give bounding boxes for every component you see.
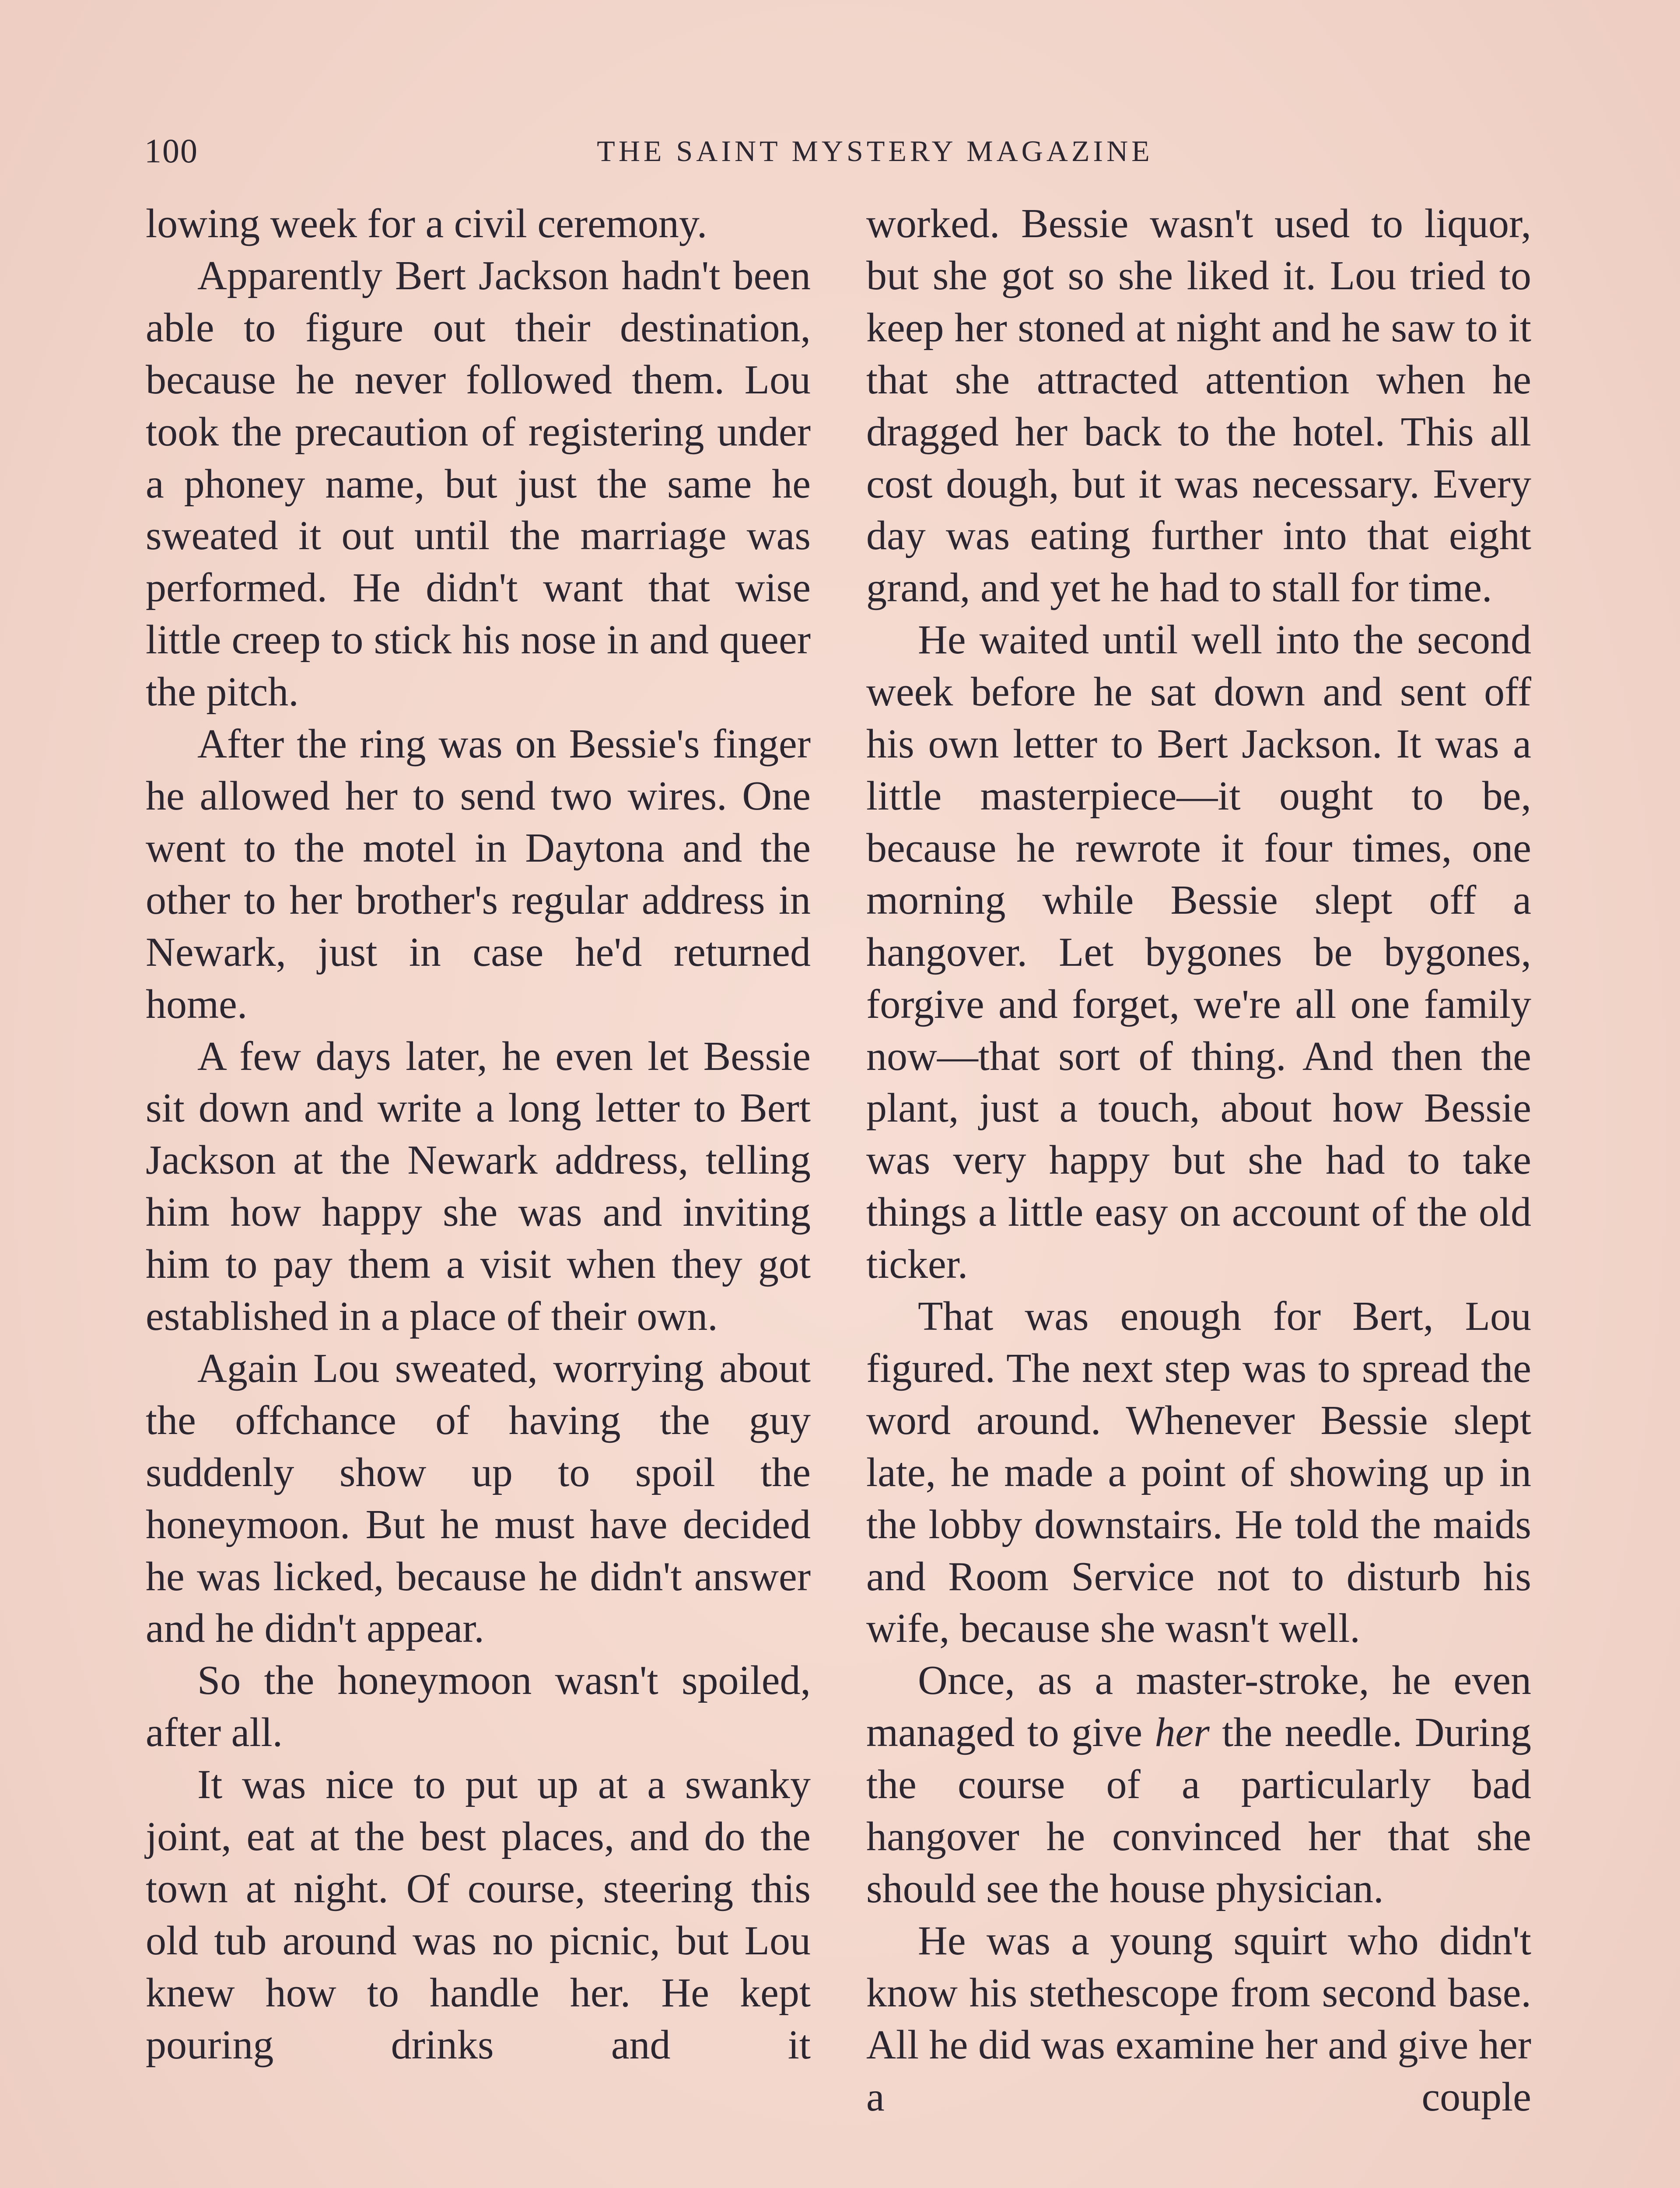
- emphasized-word: her: [1155, 1710, 1210, 1756]
- paragraph: A few days later, he even let Bessie sit down and write a long letter to Bert Jackson at the Newark address, telling him how happy she was and inviting him to pay them a visit when they got established in a place of their own.: [146, 1033, 811, 1339]
- paragraph: He waited until well into the second week before he sat down and sent off his own letter to Bert Jackson. It was a little masterpiece—it ought to be, because he rewrote it four times, one morning while Bessie slept off a hangover. Let bygones be bygones, forgive and forget, we're all one family now—that sort of thing. And then the plant, just a touch, about how Bessie was very happy but she had to take things a little easy on account of the old ticker.: [866, 617, 1531, 1287]
- paragraph: That was enough for Bert, Lou figured. The next step was to spread the word around. Whenever Bessie slept late, he made a point of showing up in the lobby downstairs. He told the maids and Room Service not to disturb his wife, because she wasn't well.: [866, 1294, 1531, 1652]
- magazine-title: THE SAINT MYSTERY MAGAZINE: [597, 134, 1153, 168]
- paragraph-text: Once, as a master-stroke, he even managed to give: [866, 1658, 1531, 1756]
- page-number: 100: [144, 132, 198, 170]
- right-column: [866, 198, 1531, 2123]
- paragraph: lowing week for a civil ceremony.: [146, 201, 707, 246]
- paragraph: It was nice to put up at a swanky joint, eat at the best places, and do the town at night. Of course, steering this old tub around was no picnic, but Lou knew how to handle her. He kept pouring drinks and it: [146, 1762, 811, 2068]
- paragraph: After the ring was on Bessie's finger he allowed her to send two wires. One went to the motel in Daytona and the other to her brother's regular address in Newark, just in case he'd returned home.: [146, 721, 811, 1027]
- paragraph: Apparently Bert Jackson hadn't been able to figure out their destination, because he never followed them. Lou took the precaution of registering under a phoney name, but just the same he sweated it out until the marriage was performed. He didn't want that wise little creep to stick his nose in and queer the pitch.: [146, 252, 811, 715]
- running-header: [144, 127, 1536, 175]
- paragraph: worked. Bessie wasn't used to liquor, but she got so she liked it. Lou tried to keep her stoned at night and he saw to it that she attracted attention when he dragged her back to the hotel. This all cost dough, but it was necessary. Every day was eating further into that eight grand, and yet he had to stall for time.: [866, 201, 1531, 611]
- paragraph: [866, 1655, 1531, 1915]
- left-column: [146, 198, 811, 2071]
- paragraph: He was a young squirt who didn't know his stethescope from second base. All he did was examine her and give her a couple: [866, 1918, 1531, 2120]
- paragraph-text: the needle. During the course of a particularly bad hangover he convinced her that she should see the house physician.: [866, 1710, 1531, 1911]
- paragraph: So the honeymoon wasn't spoiled, after all.: [146, 1658, 811, 1756]
- paragraph: Again Lou sweated, worrying about the offchance of having the guy suddenly show up to spoil the honeymoon. But he must have decided he was licked, because he didn't answer and he didn't appear.: [146, 1345, 811, 1652]
